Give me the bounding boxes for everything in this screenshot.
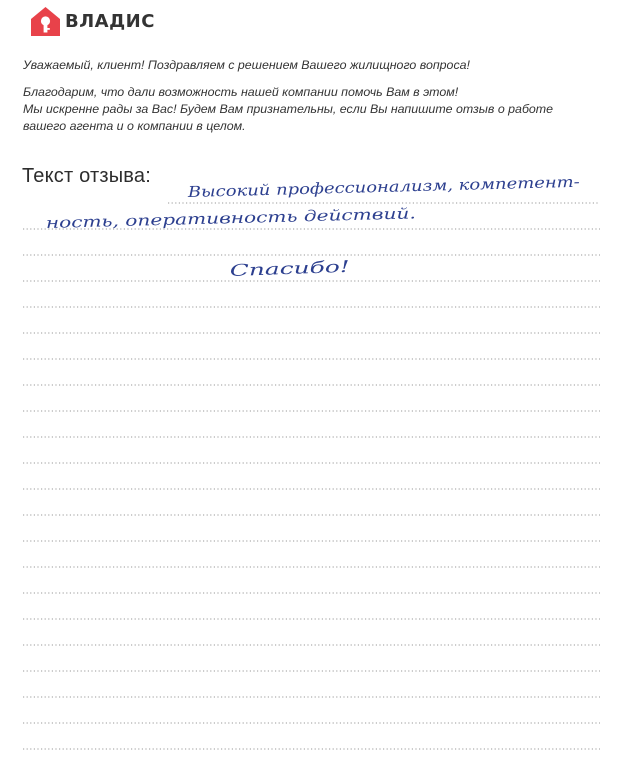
review-heading: Текст отзыва:	[22, 165, 151, 187]
handwritten-line-1: Высокий профессионализм, компетент-	[187, 174, 516, 201]
logo-text: ВЛАДИС	[65, 10, 155, 32]
request-line-continued: вашего агента и о компании в целом.	[23, 119, 246, 133]
handwritten-line-3: Спасибо!	[229, 258, 308, 280]
handwritten-line-2: ность, оперативность действий.	[45, 206, 322, 232]
greeting-line: Уважаемый, клиент! Поздравляем с решением Вашего жилищного вопроса!	[23, 58, 470, 72]
request-line: Мы искренне рады за Вас! Будем Вам признательны, если Вы напишите отзыв о работе	[23, 102, 554, 116]
thanks-line: Благодарим, что дали возможность нашей компании помочь Вам в этом!	[23, 85, 459, 99]
